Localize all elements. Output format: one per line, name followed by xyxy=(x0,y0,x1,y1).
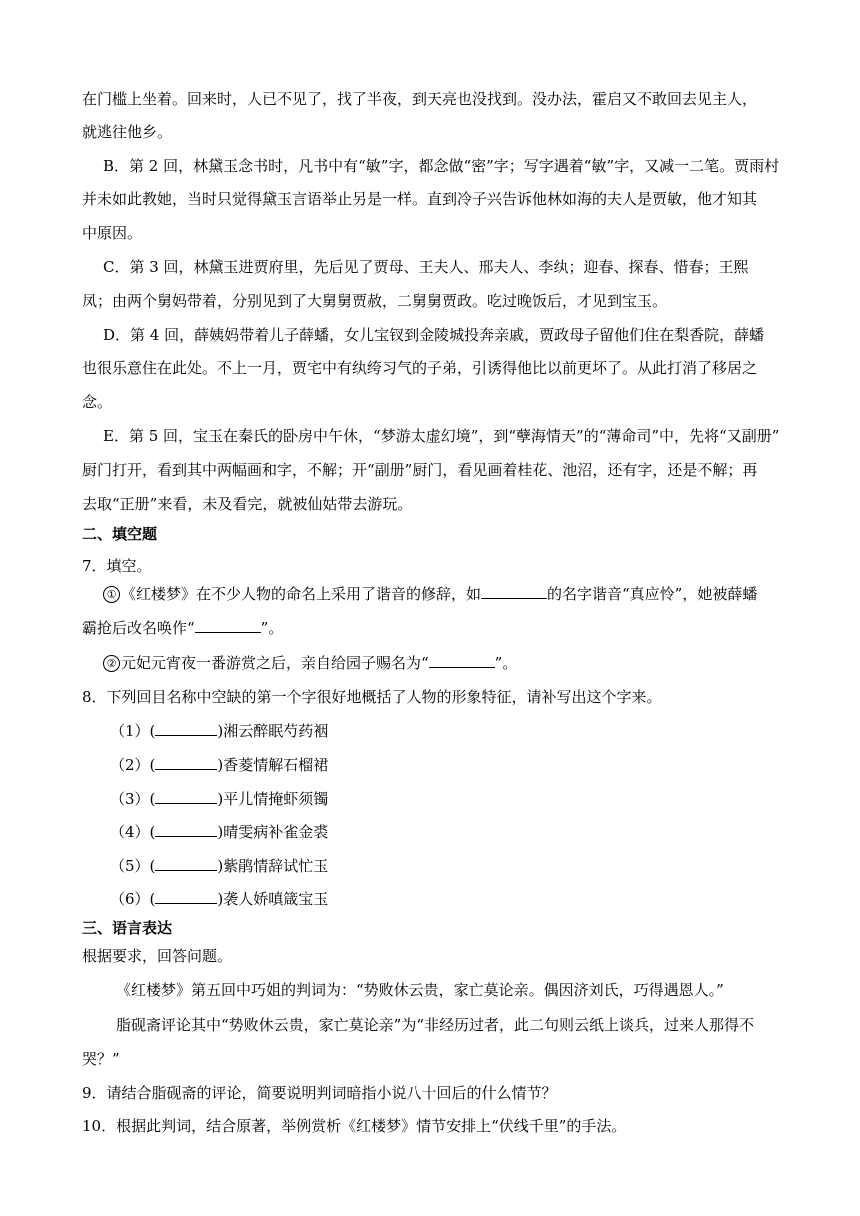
option-d-line: 念。 xyxy=(82,393,113,411)
question-8-item: （2）( )香菱情解石榴裙 xyxy=(110,756,329,774)
question-10: 10．根据此判词，结合原著，举例赏析《红楼梦》情节安排上“伏线千里”的手法。 xyxy=(82,1117,627,1135)
option-c-line: C．第 3 回，林黛玉进贾府里，先后见了贾母、王夫人、邢夫人、李纨；迎春、探春、惜春；王熙 xyxy=(103,258,749,276)
answer-blank[interactable] xyxy=(155,822,217,837)
question-8-item: （1）( )湘云醉眠芍药裀 xyxy=(110,722,329,740)
option-e-line: E．第 5 回，宝玉在秦氏的卧房中午休，“梦游太虚幻境”，到“孽海情天”的“薄命司”中，先将“又副册” xyxy=(103,427,780,445)
option-d-line: 也很乐意住在此处。不上一月，贾宅中有纨绔习气的子弟，引诱得他比以前更坏了。从此打消了移居之 xyxy=(82,359,758,377)
answer-blank[interactable] xyxy=(155,856,217,871)
zhiyanzhai-comment: 脂砚斋评论其中“势败休云贵，家亡莫论亲”为“非经历过者，此二句则云纸上谈兵，过来人那得不 xyxy=(116,1016,755,1034)
question-7-stem: 7．填空。 xyxy=(82,557,152,575)
question-9: 9．请结合脂砚斋的评论，简要说明判词暗指小说八十回后的什么情节？ xyxy=(82,1084,557,1102)
passage-line: 在门槛上坐着。回来时，人已不见了，找了半夜，到天亮也没找到。没办法，霍启又不敢回去见主人， xyxy=(82,90,758,108)
question-8-stem: 8．下列回目名称中空缺的第一个字很好地概括了人物的形象特征，请补写出这个字来。 xyxy=(82,688,662,706)
circled-number: ② xyxy=(103,655,120,672)
section-heading: 三、语言表达 xyxy=(82,919,173,937)
question-8-item: （4）( )晴雯病补雀金裘 xyxy=(110,823,329,841)
question-8-item: （3）( )平儿情掩虾须镯 xyxy=(110,790,329,808)
answer-blank[interactable] xyxy=(195,618,261,633)
option-b-line: B．第 2 回，林黛玉念书时，凡书中有“敏”字，都念做“密”字；写字遇着“敏”字，又减一二笔。贾雨村 xyxy=(103,157,780,175)
question-7-item-1: ① 《红楼梦》在不少人物的命名上采用了谐音的修辞，如 的名字谐音“真应怜”，她被薛蟠 xyxy=(103,584,757,604)
answer-blank[interactable] xyxy=(429,653,495,668)
question-8-item: （5）( )紫鹃情辞试忙玉 xyxy=(110,857,329,875)
option-e-line: 去取“正册”来看，未及看完，就被仙姑带去游玩。 xyxy=(82,495,413,513)
option-b-line: 中原因。 xyxy=(82,224,143,242)
section-heading: 二、填空题 xyxy=(82,525,158,543)
answer-blank[interactable] xyxy=(155,789,217,804)
question-7-item-1-cont: 霸抢后改名唤作“ ”。 xyxy=(82,619,284,637)
judgement-quote: 《红楼梦》第五回中巧姐的判词为：“势败休云贵，家亡莫论亲。偶因济刘氏，巧得遇恩人。” xyxy=(116,981,724,999)
option-c-line: 凤；由两个舅妈带着，分别见到了大舅舅贾赦，二舅舅贾政。吃过晚饭后，才见到宝玉。 xyxy=(82,292,668,310)
answer-blank[interactable] xyxy=(155,755,217,770)
zhiyanzhai-comment-cont: 哭？” xyxy=(82,1050,120,1068)
option-e-line: 厨门打开，看到其中两幅画和字，不解；开“副册”厨门，看见画着桂花、池沼，还有字，还是不解；再 xyxy=(82,461,758,479)
answer-blank[interactable] xyxy=(481,584,547,599)
answer-blank[interactable] xyxy=(155,889,217,904)
option-b-line: 并未如此教她，当时只觉得黛玉言语举止另是一样。直到冷子兴告诉他林如海的夫人是贾敏，他才知其 xyxy=(82,190,758,208)
question-7-item-2: ② 元妃元宵夜一番游赏之后，亲自给园子赐名为“ ”。 xyxy=(103,653,517,673)
language-intro: 根据要求，回答问题。 xyxy=(82,947,233,965)
passage-line: 就逃往他乡。 xyxy=(82,123,173,141)
answer-blank[interactable] xyxy=(155,721,217,736)
circled-number: ① xyxy=(103,586,120,603)
option-d-line: D．第 4 回，薛姨妈带着儿子薛蟠，女儿宝钗到金陵城投奔亲戚，贾政母子留他们住在梨香院，薛蟠 xyxy=(103,326,765,344)
question-8-item: （6）( )袭人娇嗔箴宝玉 xyxy=(110,890,329,908)
